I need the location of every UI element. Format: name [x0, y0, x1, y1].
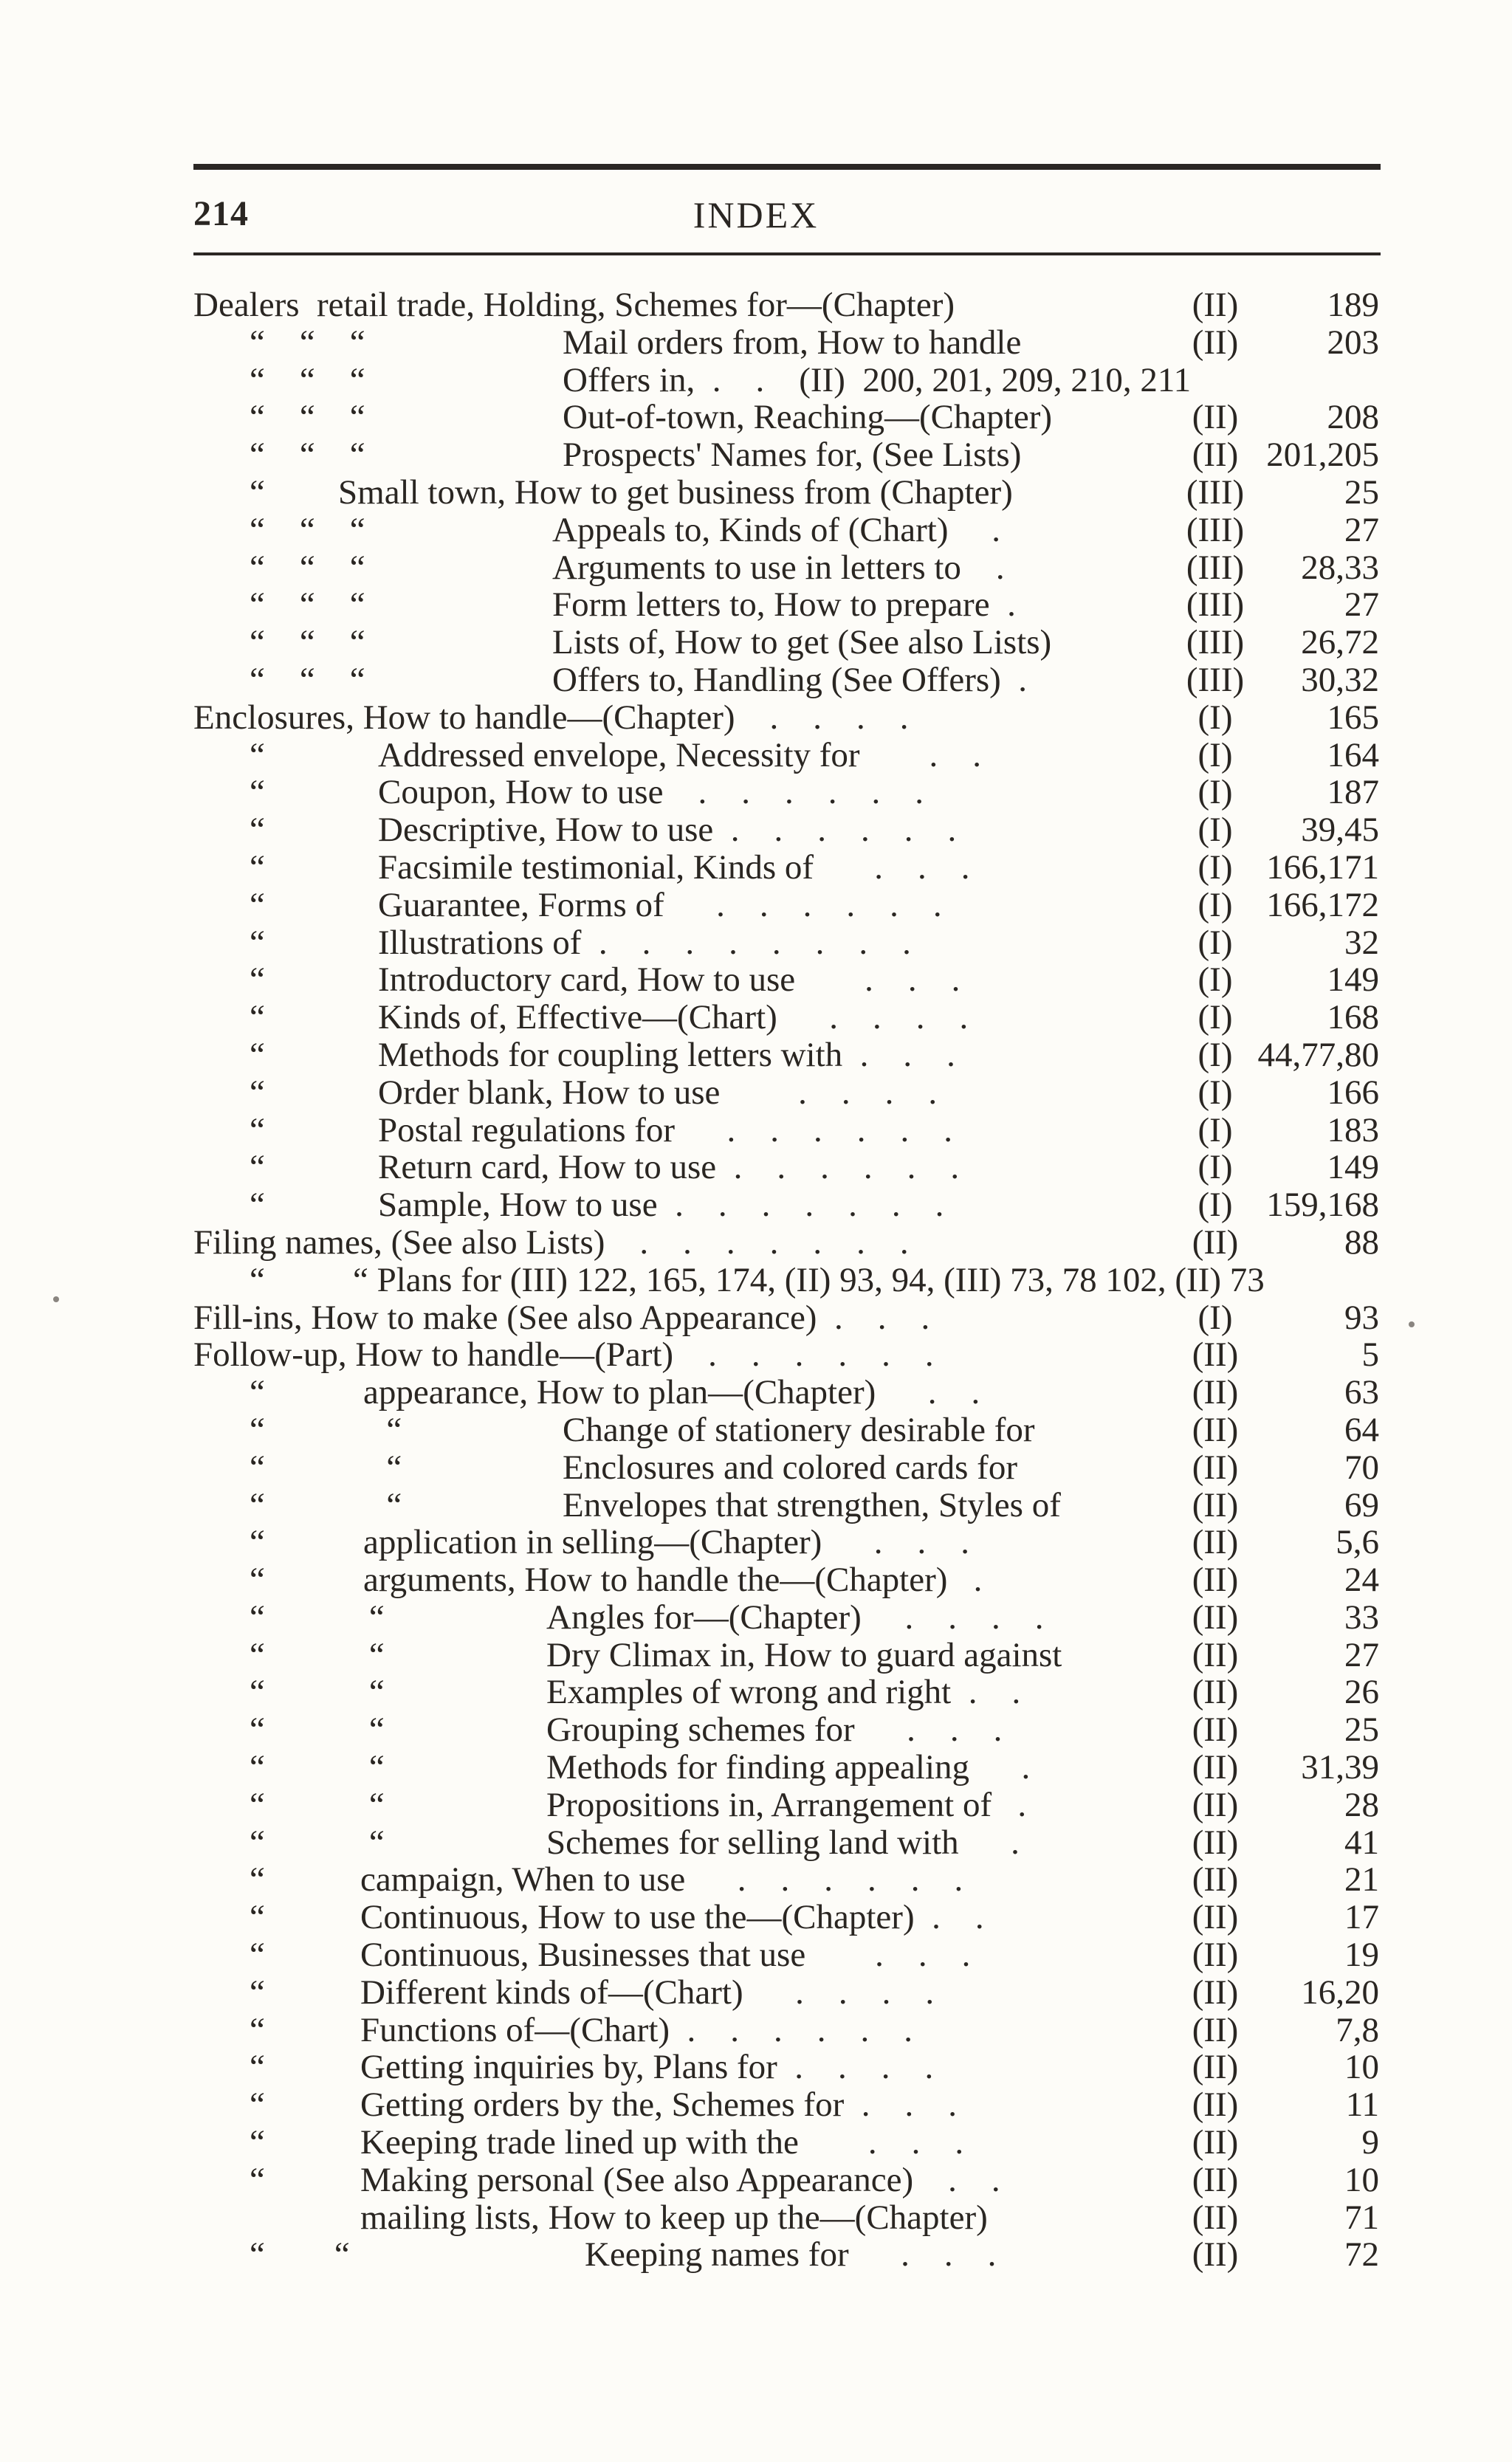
index-entry — [0, 737, 1512, 774]
volume-ref: (II) — [1192, 1635, 1239, 1674]
ditto-mark: “ “ — [250, 1410, 402, 1449]
volume-ref: (I) — [1197, 1073, 1233, 1112]
page-ref: 41 — [1344, 1823, 1379, 1862]
entry-text: Kinds of, Effective—(Chart) . . . . — [378, 998, 969, 1037]
index-entry — [0, 2086, 1512, 2124]
volume-ref: (II) — [1192, 1523, 1239, 1562]
page-ref: 27 — [1344, 510, 1379, 549]
index-entry — [0, 1561, 1512, 1599]
entry-text: Keeping trade lined up with the . . . — [360, 2123, 964, 2162]
volume-ref: (II) — [1192, 2086, 1239, 2125]
ditto-mark: “ — [250, 1035, 265, 1074]
volume-ref: (II) — [1192, 1410, 1239, 1449]
entry-text: Getting orders by the, Schemes for . . . — [360, 2086, 957, 2125]
index-entry — [0, 1861, 1512, 1899]
page-ref: 187 — [1327, 773, 1379, 812]
index-entry — [0, 887, 1512, 924]
entry-text: Continuous, How to use the—(Chapter) . . — [360, 1898, 984, 1937]
volume-ref: (I) — [1197, 735, 1233, 774]
index-entry — [0, 1711, 1512, 1749]
page-ref: 149 — [1327, 1148, 1379, 1187]
ditto-mark: “ “ — [250, 1823, 385, 1862]
volume-ref: (III) — [1186, 472, 1245, 512]
page-ref: 25 — [1344, 1710, 1379, 1750]
ditto-mark: “ — [250, 1898, 265, 1937]
ditto-mark: “ “ — [250, 1748, 385, 1787]
ditto-mark: “ — [250, 472, 265, 512]
ditto-mark: “ “ — [250, 1635, 385, 1674]
index-entry — [0, 1899, 1512, 1936]
page-ref: 26 — [1344, 1673, 1379, 1712]
ditto-mark: “ “ “ — [250, 398, 365, 437]
page-title: INDEX — [693, 194, 819, 235]
entry-text: Descriptive, How to use . . . . . . — [378, 811, 957, 850]
ditto-mark: “ “ “ — [250, 323, 365, 362]
index-entry — [0, 774, 1512, 811]
index-entry — [0, 1374, 1512, 1411]
entry-text: Offers to, Handling (See Offers) . — [552, 660, 1028, 699]
page-ref: 166 — [1327, 1073, 1379, 1112]
volume-ref: (I) — [1197, 1035, 1233, 1074]
index-entry — [0, 1149, 1512, 1186]
ditto-mark: “ — [250, 998, 265, 1037]
entry-text: Dealers retail trade, Holding, Schemes for—(Chapter) — [193, 286, 955, 324]
index-entry — [0, 512, 1512, 549]
volume-ref: (I) — [1197, 811, 1233, 850]
index-entry — [0, 2236, 1512, 2274]
entry-text: Keeping names for . . . — [585, 2235, 997, 2274]
volume-ref: (III) — [1186, 660, 1245, 699]
ditto-mark: “ — [250, 1973, 265, 2012]
entry-text: Sample, How to use . . . . . . . — [378, 1186, 944, 1225]
page-ref: 44,77,80 — [1257, 1035, 1379, 1074]
entry-text: Fill-ins, How to make (See also Appearance) . . . — [193, 1298, 930, 1337]
volume-ref: (III) — [1186, 548, 1245, 587]
volume-ref: (II) — [1192, 1335, 1239, 1375]
ditto-mark: “ — [250, 2086, 265, 2125]
page-ref: 168 — [1327, 998, 1379, 1037]
page-ref: 72 — [1344, 2235, 1379, 2274]
volume-ref: (II) — [1192, 398, 1239, 437]
page-ref: 10 — [1344, 2048, 1379, 2087]
ditto-mark: “ — [250, 1186, 265, 1225]
entry-text: Small town, How to get business from (Chapter) — [338, 472, 1013, 512]
entry-text: Change of stationery desirable for — [563, 1410, 1035, 1449]
index-entry — [0, 1186, 1512, 1224]
ditto-mark: “ “ “ — [250, 623, 365, 662]
volume-ref: (I) — [1197, 1110, 1233, 1149]
page-ref: 7,8 — [1336, 2010, 1379, 2049]
index-entry — [0, 849, 1512, 887]
index-entry — [0, 811, 1512, 849]
entry-text: Return card, How to use . . . . . . — [378, 1148, 960, 1187]
page-ref: 30,32 — [1301, 660, 1379, 699]
page-ref: 183 — [1327, 1110, 1379, 1149]
index-entry — [0, 1637, 1512, 1674]
volume-ref: (I) — [1197, 960, 1233, 1000]
volume-ref: (III) — [1186, 585, 1245, 625]
entry-text: arguments, How to handle the—(Chapter) . — [363, 1561, 983, 1600]
ditto-mark: “ — [250, 2010, 265, 2049]
ditto-mark: “ — [250, 1073, 265, 1112]
entry-text: Enclosures, How to handle—(Chapter) . . . . — [193, 698, 909, 737]
entry-text: Mail orders from, How to handle — [563, 323, 1022, 362]
page-ref: 10 — [1344, 2160, 1379, 2199]
ditto-mark: “ “ — [250, 1785, 385, 1824]
index-entry — [0, 1262, 1512, 1299]
page-ref: 24 — [1344, 1561, 1379, 1600]
index-entry — [0, 1449, 1512, 1487]
page-ref: 63 — [1344, 1373, 1379, 1412]
index-entry — [0, 2162, 1512, 2199]
entry-text: Schemes for selling land with . — [546, 1823, 1020, 1862]
volume-ref: (II) — [1192, 2198, 1239, 2237]
entry-text: Envelopes that strengthen, Styles of — [563, 1485, 1061, 1524]
entry-text: “ Plans for (III) 122, 165, 174, (II) 93, 94, (III) 73, 78 102, (II) 73 — [353, 1260, 1265, 1299]
volume-ref: (II) — [1192, 1710, 1239, 1750]
ditto-mark: “ — [250, 1110, 265, 1149]
entry-text: Grouping schemes for . . . — [546, 1710, 1003, 1750]
page-ref: 27 — [1344, 585, 1379, 625]
ditto-mark: “ “ “ — [250, 585, 365, 625]
page-ref: 28 — [1344, 1785, 1379, 1824]
ditto-mark: “ — [250, 1936, 265, 1975]
entry-text: application in selling—(Chapter) . . . — [363, 1523, 970, 1562]
ditto-mark: “ — [250, 1260, 265, 1299]
entry-text: Guarantee, Forms of . . . . . . — [378, 885, 942, 924]
page-ref: 9 — [1361, 2123, 1379, 2162]
page-ref: 17 — [1344, 1898, 1379, 1937]
index-entry — [0, 324, 1512, 362]
index-entry — [0, 549, 1512, 587]
entry-text: Arguments to use in letters to . — [552, 548, 1005, 587]
page-ref: 164 — [1327, 735, 1379, 774]
ditto-mark: “ — [250, 923, 265, 962]
entry-text: Facsimile testimonial, Kinds of . . . — [378, 847, 970, 887]
ditto-mark: “ “ “ — [250, 660, 365, 699]
ditto-mark: “ “ — [250, 1598, 385, 1637]
volume-ref: (II) — [1192, 1748, 1239, 1787]
page-ref: 166,171 — [1266, 847, 1379, 887]
margin-speck — [53, 1296, 59, 1302]
entry-text: campaign, When to use . . . . . . — [360, 1860, 963, 1899]
page-ref: 32 — [1344, 923, 1379, 962]
page-ref: 93 — [1344, 1298, 1379, 1337]
volume-ref: (II) — [1192, 2235, 1239, 2274]
ditto-mark: “ — [250, 2160, 265, 2199]
volume-ref: (I) — [1197, 1186, 1233, 1225]
entry-text: Angles for—(Chapter) . . . . — [546, 1598, 1044, 1637]
page-ref: 33 — [1344, 1598, 1379, 1637]
ditto-mark: “ “ — [250, 1673, 385, 1712]
entry-text: Follow-up, How to handle—(Part) . . . . . . — [193, 1335, 934, 1375]
entry-text: Continuous, Businesses that use . . . — [360, 1936, 971, 1975]
page-ref: 71 — [1344, 2198, 1379, 2237]
entry-text: Dry Climax in, How to guard against — [546, 1635, 1062, 1674]
volume-ref: (II) — [1192, 1785, 1239, 1824]
index-entry — [0, 961, 1512, 999]
page-ref: 203 — [1327, 323, 1379, 362]
index-entry — [0, 1787, 1512, 1824]
volume-ref: (II) — [1192, 436, 1239, 475]
index-entry — [0, 1299, 1512, 1337]
page-ref: 149 — [1327, 960, 1379, 1000]
ditto-mark: “ — [250, 960, 265, 1000]
index-entry — [0, 661, 1512, 699]
entry-text: Addressed envelope, Necessity for . . — [378, 735, 982, 774]
page-ref: 166,172 — [1266, 885, 1379, 924]
index-entry — [0, 2049, 1512, 2086]
volume-ref: (II) — [1192, 2010, 1239, 2049]
index-entry — [0, 2199, 1512, 2237]
margin-speck — [1409, 1321, 1415, 1327]
ditto-mark: “ “ — [250, 2235, 350, 2274]
page-ref: 31,39 — [1301, 1748, 1379, 1787]
index-entry — [0, 436, 1512, 474]
volume-ref: (III) — [1186, 623, 1245, 662]
page-ref: 69 — [1344, 1485, 1379, 1524]
page-number: 214 — [193, 194, 249, 233]
entry-text: Appeals to, Kinds of (Chart) . — [552, 510, 1000, 549]
index-entry — [0, 699, 1512, 737]
entry-text: Methods for coupling letters with . . . — [378, 1035, 955, 1074]
page-ref: 27 — [1344, 1635, 1379, 1674]
page-ref: 88 — [1344, 1223, 1379, 1262]
volume-ref: (II) — [1192, 1598, 1239, 1637]
ditto-mark: “ — [250, 847, 265, 887]
page-ref: 5 — [1361, 1335, 1379, 1375]
volume-ref: (I) — [1197, 847, 1233, 887]
index-entry — [0, 1749, 1512, 1787]
volume-ref: (II) — [1192, 1673, 1239, 1712]
ditto-mark: “ — [250, 1860, 265, 1899]
page-ref: 64 — [1344, 1410, 1379, 1449]
entry-text: mailing lists, How to keep up the—(Chapter) — [360, 2198, 988, 2237]
page-ref: 189 — [1327, 286, 1379, 324]
volume-ref: (II) — [1192, 1936, 1239, 1975]
entry-text: Getting inquiries by, Plans for . . . . — [360, 2048, 934, 2087]
entry-text: Postal regulations for . . . . . . — [378, 1110, 953, 1149]
page-ref: 39,45 — [1301, 811, 1379, 850]
volume-ref: (I) — [1197, 698, 1233, 737]
ditto-mark: “ “ “ — [250, 548, 365, 587]
entry-text: Functions of—(Chart) . . . . . . — [360, 2010, 913, 2049]
ditto-mark: “ — [250, 1523, 265, 1562]
page-ref: 70 — [1344, 1448, 1379, 1487]
volume-ref: (I) — [1197, 998, 1233, 1037]
ditto-mark: “ — [250, 773, 265, 812]
index-entry — [0, 999, 1512, 1036]
volume-ref: (II) — [1192, 1973, 1239, 2012]
index-entry — [0, 399, 1512, 436]
index-entry — [0, 1524, 1512, 1561]
ditto-mark: “ “ “ — [250, 510, 365, 549]
page-ref: 165 — [1327, 698, 1379, 737]
entry-text: Prospects' Names for, (See Lists) — [563, 436, 1022, 475]
volume-ref: (I) — [1197, 1298, 1233, 1337]
ditto-mark: “ — [250, 885, 265, 924]
ditto-mark: “ — [250, 1373, 265, 1412]
volume-ref: (II) — [1192, 1898, 1239, 1937]
index-entry — [0, 924, 1512, 962]
index-entries — [0, 286, 1512, 2274]
volume-ref: (II) — [1192, 1223, 1239, 1262]
page-ref: 5,6 — [1336, 1523, 1379, 1562]
entry-text: Methods for finding appealing . — [546, 1748, 1031, 1787]
index-entry — [0, 1224, 1512, 1262]
header-top-rule — [193, 164, 1381, 170]
page-ref: 201,205 — [1266, 436, 1379, 475]
volume-ref: (II) — [1192, 1448, 1239, 1487]
entry-text: Examples of wrong and right . . — [546, 1673, 1021, 1712]
index-entry — [0, 2012, 1512, 2049]
entry-text: Illustrations of . . . . . . . . — [378, 923, 911, 962]
index-entry — [0, 1674, 1512, 1711]
page-ref: 159,168 — [1266, 1186, 1379, 1225]
volume-ref: (II) — [1192, 1485, 1239, 1524]
index-entry — [0, 1411, 1512, 1449]
volume-ref: (II) — [1192, 323, 1239, 362]
index-entry — [0, 1824, 1512, 1862]
entry-text: Order blank, How to use . . . . — [378, 1073, 938, 1112]
page-ref: 25 — [1344, 472, 1379, 512]
page-ref: 11 — [1345, 2086, 1379, 2125]
page-ref: 21 — [1344, 1860, 1379, 1899]
page-ref: 208 — [1327, 398, 1379, 437]
page-ref: 26,72 — [1301, 623, 1379, 662]
index-entry — [0, 1074, 1512, 1112]
entry-text: Different kinds of—(Chart) . . . . — [360, 1973, 935, 2012]
ditto-mark: “ “ “ — [250, 360, 365, 399]
index-entry — [0, 1936, 1512, 1974]
entry-text: Offers in, . . (II) 200, 201, 209, 210, 211 — [563, 360, 1192, 399]
volume-ref: (II) — [1192, 286, 1239, 324]
entry-text: Form letters to, How to prepare . — [552, 585, 1016, 625]
entry-text: Coupon, How to use . . . . . . — [378, 773, 924, 812]
volume-ref: (II) — [1192, 2048, 1239, 2087]
ditto-mark: “ — [250, 2048, 265, 2087]
index-entry — [0, 586, 1512, 624]
volume-ref: (II) — [1192, 2160, 1239, 2199]
entry-text: Propositions in, Arrangement of . — [546, 1785, 1027, 1824]
ditto-mark: “ — [250, 2123, 265, 2162]
index-entry — [0, 2124, 1512, 2162]
volume-ref: (I) — [1197, 885, 1233, 924]
page-ref: 19 — [1344, 1936, 1379, 1975]
entry-text: Introductory card, How to use . . . — [378, 960, 961, 1000]
header-bottom-rule — [193, 252, 1381, 255]
ditto-mark: “ “ — [250, 1448, 402, 1487]
entry-text: appearance, How to plan—(Chapter) . . — [363, 1373, 980, 1412]
index-entry — [0, 1336, 1512, 1374]
index-entry — [0, 286, 1512, 324]
ditto-mark: “ — [250, 811, 265, 850]
page-ref: 16,20 — [1301, 1973, 1379, 2012]
volume-ref: (III) — [1186, 510, 1245, 549]
index-entry — [0, 1974, 1512, 2012]
entry-text: Enclosures and colored cards for — [563, 1448, 1017, 1487]
entry-text: Filing names, (See also Lists) . . . . . . . — [193, 1223, 909, 1262]
index-entry — [0, 1036, 1512, 1074]
page-ref: 28,33 — [1301, 548, 1379, 587]
volume-ref: (I) — [1197, 923, 1233, 962]
index-entry — [0, 1599, 1512, 1637]
index-entry — [0, 624, 1512, 661]
ditto-mark: “ — [250, 1561, 265, 1600]
volume-ref: (II) — [1192, 1561, 1239, 1600]
index-entry — [0, 362, 1512, 399]
ditto-mark: “ — [250, 1148, 265, 1187]
ditto-mark: “ — [250, 735, 265, 774]
index-entry — [0, 1487, 1512, 1524]
volume-ref: (II) — [1192, 1823, 1239, 1862]
entry-text: Lists of, How to get (See also Lists) — [552, 623, 1052, 662]
index-entry — [0, 1112, 1512, 1149]
index-entry — [0, 474, 1512, 512]
entry-text: Making personal (See also Appearance) . . — [360, 2160, 1000, 2199]
volume-ref: (II) — [1192, 1373, 1239, 1412]
entry-text: Out-of-town, Reaching—(Chapter) — [563, 398, 1053, 437]
volume-ref: (II) — [1192, 2123, 1239, 2162]
volume-ref: (II) — [1192, 1860, 1239, 1899]
ditto-mark: “ “ “ — [250, 436, 365, 475]
volume-ref: (I) — [1197, 1148, 1233, 1187]
ditto-mark: “ “ — [250, 1710, 385, 1750]
volume-ref: (I) — [1197, 773, 1233, 812]
ditto-mark: “ “ — [250, 1485, 402, 1524]
